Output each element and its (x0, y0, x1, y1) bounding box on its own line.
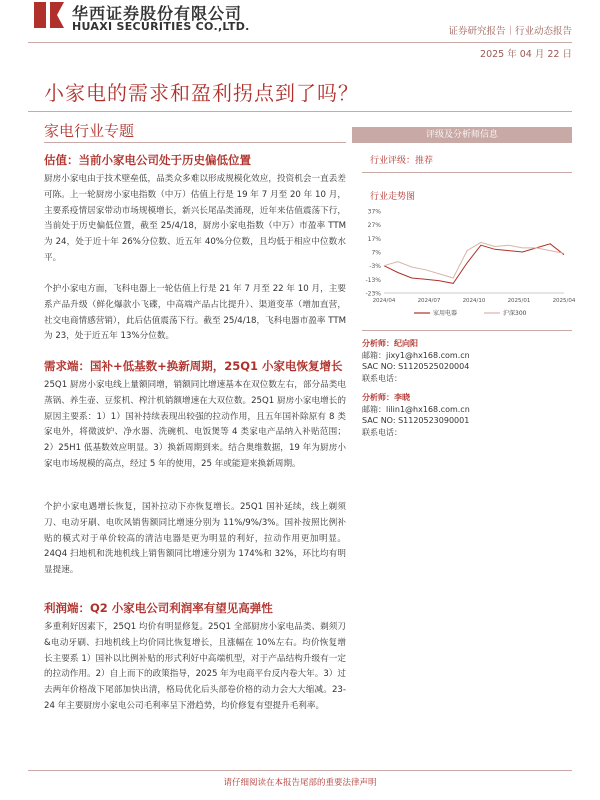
y-tick-label: 37% (367, 208, 381, 216)
report-title: 小家电的需求和盈利拐点到了吗？ (44, 81, 359, 105)
report-subtitle: 家电行业专题 (44, 122, 135, 140)
analyst-sac: SAC NO: S1120523090001 (362, 416, 470, 425)
trend-label: 行业走势图 (370, 192, 416, 202)
industry-rating: 行业评级：推荐 (370, 156, 434, 166)
subtitle-divider (44, 142, 346, 143)
section-heading-demand: 需求端：国补+低基数+换新周期，25Q1 小家电恢复增长 (44, 359, 343, 373)
report-date: 2025 年 04 月 22 日 (480, 49, 572, 60)
report-type: 证券研究报告｜行业动态报告 (448, 26, 572, 37)
analyst-name: 分析师：纪向阳 (362, 339, 418, 348)
series-line-1 (384, 242, 564, 278)
rating-divider (362, 172, 572, 173)
x-tick-label: 2025/01 (507, 298, 531, 304)
footer-divider (28, 770, 572, 771)
analyst-name: 分析师：李晓 (362, 393, 410, 402)
title-divider (28, 111, 572, 112)
analyst-phone: 联系电话： (362, 373, 402, 383)
analyst-email[interactable]: 邮箱：jixy1@hx168.com.cn (362, 350, 470, 360)
x-tick-label: 2025/04 (552, 298, 576, 304)
demand-paragraph-1: 25Q1 厨房小家电线上量额同增，销额同比增速基本在双位数左右，部分品类电蒸锅、养生壶、豆浆机、榨汁机销额增速在大双位数。25Q1 厨房小家电增长的原因主要系：1）1）国补持续表现出较强的拉动作用，且五年国补除原有 8 类家电外，将微波炉、净水器、洗碗机、电饭煲等 4 类家电产品纳入补贴范围；2）25H1 低基数效应明显。3）换新周期到来。结合奥维数据，19 年为厨房小家电市场规模的高点，经过 5 年的使用，25 年或能迎来换新周期。 (44, 380, 346, 469)
analyst-email[interactable]: 邮箱：lilin1@hx168.com.cn (362, 404, 470, 414)
valuation-paragraph-2: 个护小家电方面，飞科电器上一轮估值上行是 21 年 7 月至 22 年 10 月，主要系产品升级（鲜化爆款小飞碟，中高端产品占比提升）、渠道变革（增加直营，社交电商情感营销），此后估值震荡下行。截至 25/4/18，飞科电器市盈率 TTM 为 23，处于近五年 13%分位数。 (44, 284, 346, 342)
company-logo-icon (32, 0, 66, 30)
section-heading-valuation: 估值：当前小家电公司处于历史偏低位置 (44, 153, 251, 167)
valuation-paragraph-1: 厨房小家电由于技术壁垒低，品类众多难以形成规模化效应，投资机会一直丢差可陈。上一轮厨房小家电指数（中万）估值上行是 19 年 7 月至 20 年 10 月，主要系疫情居家带动市场规模增长，新兴长尾品类涌现，近年来估值震荡下行，当前处于历史偏低位置，截至 25/4/18，厨房小家电指数（中万）市盈率 TTM 为 24，处于近十年 26%分位数、近五年 40%分位数，且均低于相应中位数水平。 (44, 174, 346, 263)
company-name-cn: 华西证券股份有限公司 (72, 4, 243, 23)
analyst-block-1 (362, 338, 470, 384)
legend-label: 家用电器 (433, 310, 458, 317)
industry-trend-chart (354, 205, 576, 323)
series-line-0 (384, 244, 564, 284)
x-tick-label: 2024/04 (372, 298, 396, 304)
analyst-phone: 联系电话： (362, 427, 402, 437)
y-tick-label: -3% (369, 263, 381, 271)
x-tick-label: 2024/10 (462, 298, 486, 304)
demand-paragraph-2: 个护小家电遇增长恢复，国补拉动下亦恢复增长。25Q1 国补延续，线上剃须刀、电动牙刷、电吹风销售额同比增速分别为 11%/9%/3%。国补按照比例补贴的模式对于单价较高的清洁电器是更为明显的利好，拉动作用更加明显。24Q4 扫地机和洗地机线上销售额同比增速分别为 174%和 32%，环比均有明显提速。 (44, 502, 346, 576)
chart-divider (362, 330, 572, 331)
sidebar-box-title: 评级及分析师信息 (352, 127, 572, 143)
x-tick-label: 2024/07 (417, 298, 441, 304)
profit-paragraph-1: 多重利好因素下，25Q1 均价有明显修复。25Q1 全部厨房小家电品类、剃须刀&电动牙刷、扫地机线上均价同比恢复增长，且涨幅在 10%左右。均价恢复增长主要系 1）国补以比例补贴的形式利好中高端机型，对于产品结构升级有一定的拉动作用。2）自上而下的政策指导，2025 年为电商平台反内卷大年。3）过去两年价格战下尾部加快出清，格局优化后头部卷价格的动力会大大缩减。23-24 年主要厨房小家电公司毛利率呈下滑趋势，均价修复有望提升毛利率。 (44, 622, 346, 711)
y-tick-label: 17% (367, 235, 381, 243)
analyst-sac: SAC NO: S1120525020004 (362, 362, 470, 371)
company-name-en: HUAXI SECURITIES CO.,LTD. (72, 20, 250, 33)
section-heading-profit: 利润端：Q2 小家电公司利润率有望见高弹性 (44, 601, 273, 615)
legal-notice: 请仔细阅读在本报告尾部的重要法律声明 (223, 778, 377, 788)
y-tick-label: 27% (367, 222, 381, 230)
legend-label: 沪深300 (503, 310, 527, 317)
y-tick-label: -23% (365, 290, 381, 298)
y-tick-label: 7% (371, 249, 381, 257)
header-divider (28, 42, 572, 43)
y-tick-label: -13% (365, 276, 381, 284)
analyst-block-2 (362, 392, 470, 438)
